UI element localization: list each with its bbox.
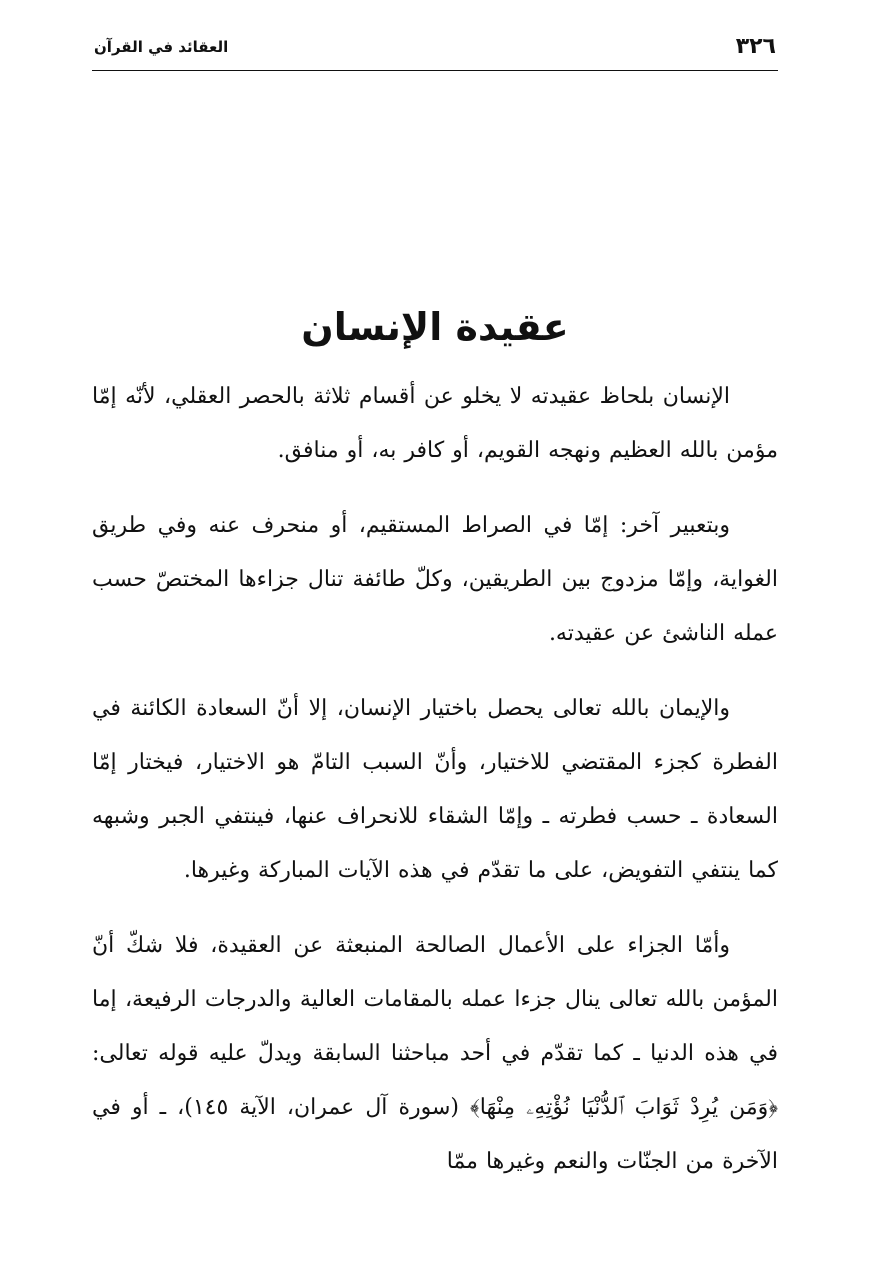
- paragraph: وأمّا الجزاء على الأعمال الصالحة المنبعثة عن العقيدة، فلا شكّ أنّ المؤمن بالله تعالى ينال جزءا عمله بالمقامات العالية والدرجات الرفيعة، إما في هذه الدنيا ـ كما تقدّم في أحد مباحثنا السابقة ويدلّ عليه قوله تعالى: ﴿وَمَن يُرِدْ ثَوَابَ ٱلدُّنْيَا نُؤْتِهِۦ مِنْهَا﴾ (سورة آل عمران، الآية ١٤٥)، ـ أو في الآخرة من الجنّات والنعم وغيرها ممّا: [92, 933, 778, 1174]
- chapter-title: عقيدة الإنسان: [301, 305, 569, 350]
- body-text: [92, 370, 778, 1189]
- paragraph: والإيمان بالله تعالى يحصل باختيار الإنسان، إلا أنّ السعادة الكائنة في الفطرة كجزء المقتضي للاختيار، وأنّ السبب التامّ هو الاختيار، فيختار إمّا السعادة ـ حسب فطرته ـ وإمّا الشقاء للانحراف عنها، فينتفي الجبر وشبهه كما ينتفي التفويض، على ما تقدّم في هذه الآيات المباركة وغيرها.: [92, 696, 778, 883]
- running-header: [92, 30, 778, 71]
- paragraph: وبتعبير آخر: إمّا في الصراط المستقيم، أو منحرف عنه وفي طريق الغواية، وإمّا مزدوج بين الطريقين، وكلّ طائفة تنال جزاءها المختصّ حسب عمله الناشئ عن عقيدته.: [92, 513, 778, 646]
- paragraph: الإنسان بلحاظ عقيدته لا يخلو عن أقسام ثلاثة بالحصر العقلي، لأنّه إمّا مؤمن بالله العظيم ونهجه القويم، أو كافر به، أو منافق.: [92, 384, 778, 463]
- page-number: ٣٢٦: [735, 34, 776, 59]
- book-title: العقائد في القرآن: [94, 38, 229, 56]
